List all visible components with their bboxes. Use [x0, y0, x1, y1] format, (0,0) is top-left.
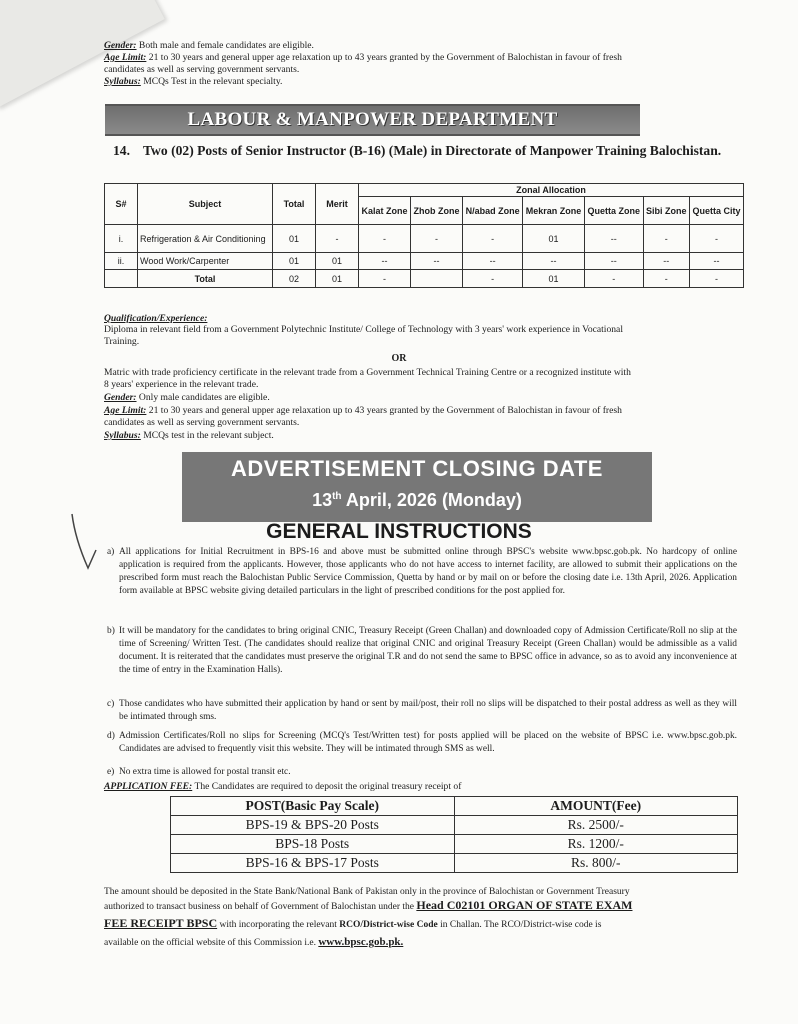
footer-line: FEE RECEIPT BPSC with incorporating the relevant RCO/District-wise Code in Challan. The RCO/District-wise code is: [104, 916, 602, 930]
qualification-line: Diploma in relevant field from a Government Polytechnic Institute/ College of Technology with 3 years' work experience in Vocational: [104, 324, 623, 335]
table-row: [171, 854, 738, 873]
cell: 01: [316, 253, 359, 270]
cell: [105, 270, 138, 288]
table-row: [105, 270, 744, 288]
cell: -: [689, 225, 743, 253]
qualification-line: 8 years' experience in the relevant trade.: [104, 379, 259, 390]
qualification-line: Matric with trade proficiency certificate in the relevant trade from a Government Technical Training Centre or a recognized institute with: [104, 367, 631, 378]
table-row: [105, 253, 744, 270]
cell: --: [463, 253, 523, 270]
instruction-item: c) Those candidates who have submitted their application by hand or sent by mail/post, their roll no slips will be dispatched to their postal address as well as they will be intimated through sms.: [107, 699, 737, 722]
instruction-item: d) Admission Certificates/Roll no slips for Screening (MCQ's Test/Written test) for posts applied will be placed on the website of BPSC i.e. www.bpsc.gob.pk. Candidates are advised to frequently visit this website. They will be intimated through SMS as well.: [107, 731, 737, 754]
closing-date: 13th April, 2026 (Monday): [312, 490, 522, 510]
instruction-item: e) No extra time is allowed for postal transit etc.: [107, 767, 291, 777]
instruction-item: a) All applications for Initial Recruitment in BPS-16 and above must be submitted online through BPSC's website www.bpsc.gob.pk. No hardcopy of online application is required from the applicants. However, those applicants who do not have access to internet facility, are allowed to submit their applications on the prescribed form must reach the Balochistan Public Service Commission, Quetta by hand or by mail on or before the closing date i.e. 13th April, 2026. Application form available at BPSC website giving detailed particulars in the light of prescribed conditions for the post applied for.: [107, 547, 737, 596]
cell: -: [689, 270, 743, 288]
cell: Wood Work/Carpenter: [138, 253, 273, 270]
syllabus-line-top: Syllabus: MCQs Test in the relevant specialty.: [104, 76, 283, 87]
cell: 01: [523, 225, 585, 253]
cell: 01: [273, 253, 316, 270]
cell: -: [359, 270, 411, 288]
syllabus-line: Syllabus: MCQs test in the relevant subject.: [104, 430, 274, 441]
col-mekran: Mekran Zone: [523, 197, 585, 225]
cell: -: [463, 270, 523, 288]
age-line-2: candidates as well as serving government servants.: [104, 417, 300, 428]
cell: [411, 270, 463, 288]
col-total: Total: [273, 184, 316, 225]
cell: i.: [105, 225, 138, 253]
cell: --: [523, 253, 585, 270]
col-nabad: N/abad Zone: [463, 197, 523, 225]
pen-mark-icon: [66, 510, 106, 580]
cell: -: [359, 225, 411, 253]
col-subject: Subject: [138, 184, 273, 225]
cell: --: [584, 225, 643, 253]
post-title: Two (02) Posts of Senior Instructor (B-16) (Male) in Directorate of Manpower Training Balochistan.: [143, 143, 722, 158]
col-quetta-zone: Quetta Zone: [584, 197, 643, 225]
cell: 01: [523, 270, 585, 288]
cell: -: [643, 225, 689, 253]
cell: Refrigeration & Air Conditioning: [138, 225, 273, 253]
footer-line: available on the official website of this Commission i.e. www.bpsc.gob.pk.: [104, 936, 404, 948]
application-fee-line: APPLICATION FEE: The Candidates are required to deposit the original treasury receipt of: [104, 781, 462, 792]
cell: Rs. 1200/-: [454, 835, 738, 854]
post-number: 14.: [113, 143, 130, 158]
qualification-line: Training.: [104, 336, 140, 347]
bpsc-website-link[interactable]: www.bpsc.gob.pk.: [318, 936, 404, 948]
cell: 02: [273, 270, 316, 288]
cell: Total: [138, 270, 273, 288]
department-banner: LABOUR & MANPOWER DEPARTMENT: [105, 104, 640, 136]
closing-date-box: [182, 452, 652, 522]
col-zhob: Zhob Zone: [411, 197, 463, 225]
cell: -: [316, 225, 359, 253]
cell: --: [411, 253, 463, 270]
cell: Rs. 800/-: [454, 854, 738, 873]
footer-line: authorized to transact business on behalf of Government of Balochistan under the Head C02101 ORGAN OF STATE EXAM: [104, 898, 633, 912]
cell: --: [689, 253, 743, 270]
footer-line: The amount should be deposited in the State Bank/National Bank of Pakistan only in the province of Balochistan or Government Treasury: [104, 887, 630, 897]
general-instructions-title: GENERAL INSTRUCTIONS: [266, 520, 532, 543]
col-sibi: Sibi Zone: [643, 197, 689, 225]
fee-table: [170, 796, 738, 873]
cell: --: [359, 253, 411, 270]
cell: BPS-16 & BPS-17 Posts: [171, 854, 455, 873]
age-line-top-2: candidates as well as serving government servants.: [104, 64, 300, 75]
cell: -: [643, 270, 689, 288]
col-kalat: Kalat Zone: [359, 197, 411, 225]
qualification-label: Qualification/Experience:: [104, 313, 208, 324]
col-merit: Merit: [316, 184, 359, 225]
cell: Rs. 2500/-: [454, 816, 738, 835]
table-row: [171, 835, 738, 854]
age-line: Age Limit: 21 to 30 years and general upper age relaxation up to 43 years granted by the Government of Balochistan in favour of fresh: [104, 405, 622, 416]
cell: -: [411, 225, 463, 253]
col-quetta-city: Quetta City: [689, 197, 743, 225]
cell: -: [584, 270, 643, 288]
cell: 01: [316, 270, 359, 288]
zonal-allocation-table: [104, 183, 744, 288]
table-row: [105, 225, 744, 253]
cell: --: [643, 253, 689, 270]
cell: --: [584, 253, 643, 270]
cell: BPS-19 & BPS-20 Posts: [171, 816, 455, 835]
cell: BPS-18 Posts: [171, 835, 455, 854]
table-row: [171, 816, 738, 835]
cell: 01: [273, 225, 316, 253]
instruction-item: b) It will be mandatory for the candidates to bring original CNIC, Treasury Receipt (Green Challan) and downloaded copy of Admission Certificate/Roll no slip at the time of Screening/ Written Test. (The candidates should realize that original CNIC and original Treasury Receipt (Green Challan) would be admissible as a valid document. It is reiterated that the candidates must preserve the original T.R and do not send the same to BPSC office in advance, so as to avoid any inconvenience at the time of entry in the Examination Halls).: [107, 626, 737, 675]
cell: ii.: [105, 253, 138, 270]
fee-header-amount: AMOUNT(Fee): [454, 797, 738, 816]
or-separator: OR: [391, 353, 407, 364]
fee-header-post: POST(Basic Pay Scale): [171, 797, 455, 816]
closing-title: ADVERTISEMENT CLOSING DATE: [231, 456, 603, 481]
gender-line: Gender: Only male candidates are eligible.: [104, 392, 270, 403]
gender-line-top: Gender: Both male and female candidates are eligible.: [104, 40, 314, 51]
zonal-header: Zonal Allocation: [359, 184, 744, 197]
age-line-top: Age Limit: 21 to 30 years and general upper age relaxation up to 43 years granted by the Government of Balochistan in favour of fresh: [104, 52, 622, 63]
cell: -: [463, 225, 523, 253]
col-sno: S#: [105, 184, 138, 225]
